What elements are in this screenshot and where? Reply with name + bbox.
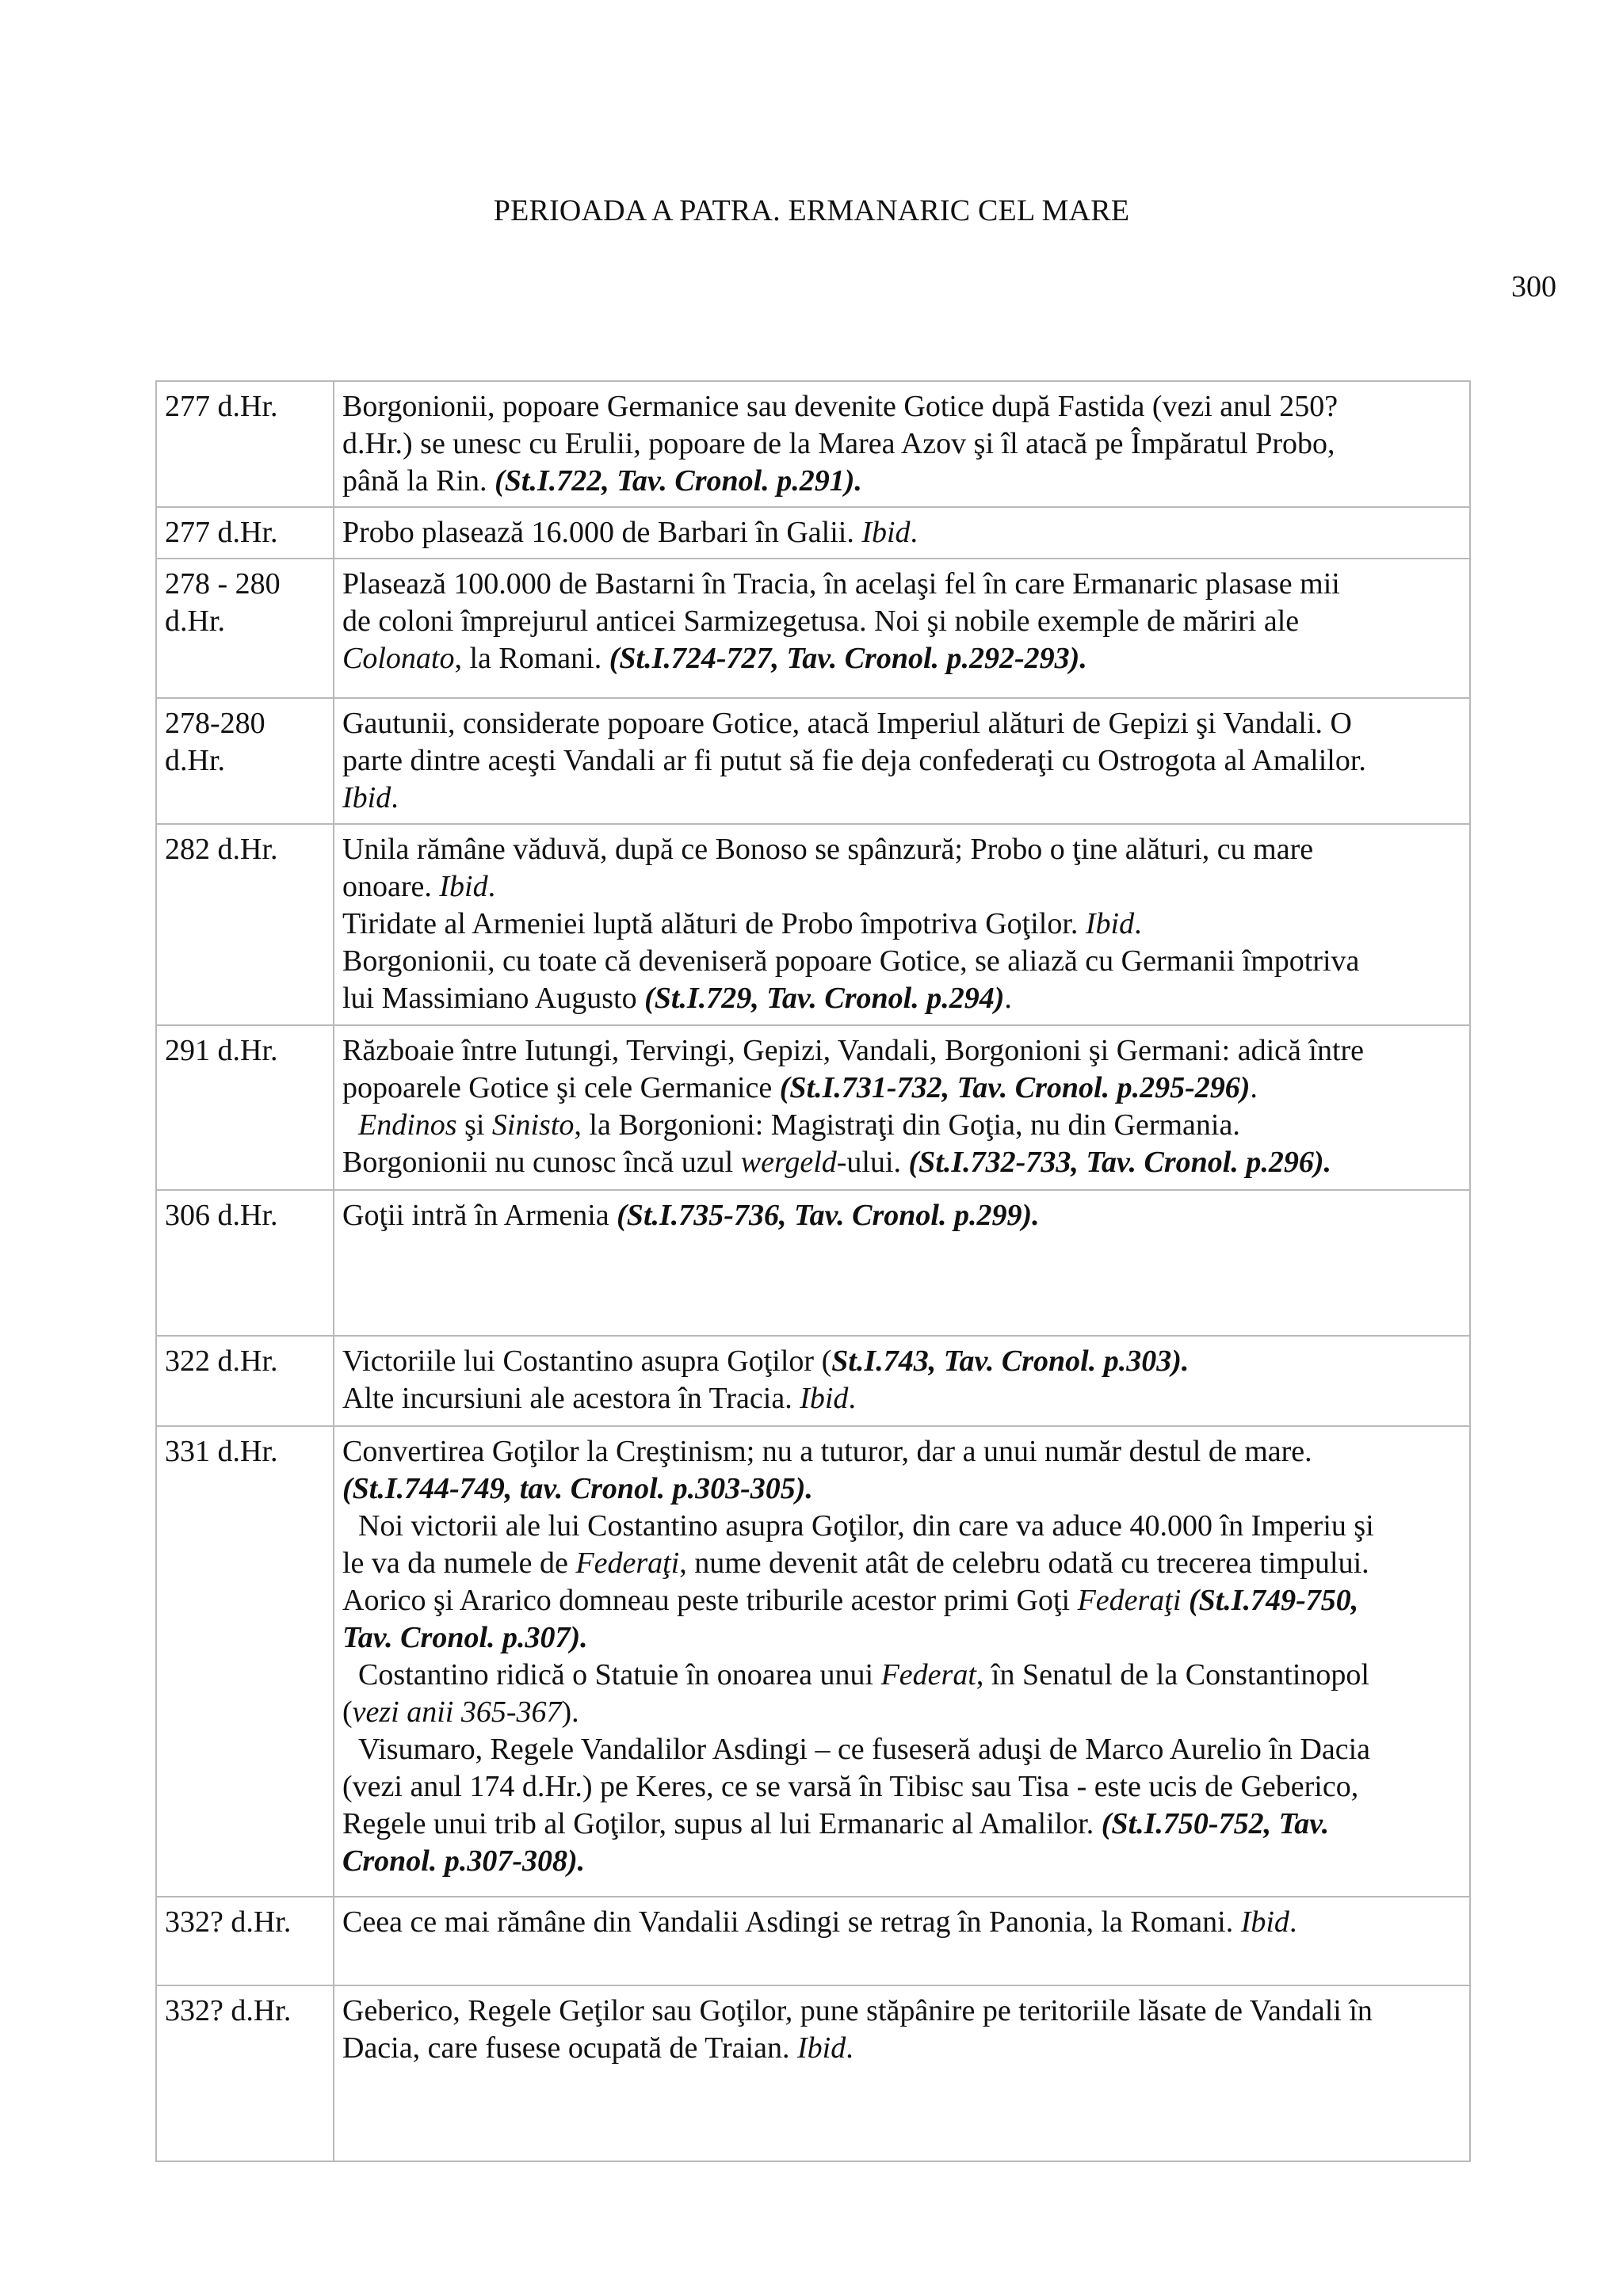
- table-row: [156, 1985, 1470, 2161]
- event-cell: [334, 1985, 1470, 2161]
- event-text: .: [910, 516, 918, 549]
- event-line: [342, 1433, 1461, 1470]
- event-line: [342, 1070, 1461, 1107]
- table-row: [156, 1025, 1470, 1190]
- event-text: Dacia, care fusese ocupată de Traian.: [342, 2031, 797, 2065]
- event-line: [342, 640, 1461, 677]
- date-cell: [156, 698, 334, 824]
- event-text: Alte incursiuni ale acestora în Tracia.: [342, 1382, 800, 1415]
- citation-text: St.I.743, Tav. Cronol. p.303).: [831, 1344, 1190, 1378]
- event-text: ).: [561, 1695, 579, 1729]
- event-line: [342, 566, 1461, 603]
- event-line: [342, 943, 1461, 980]
- date-line: d.Hr.: [165, 744, 225, 777]
- event-text: parte dintre aceşti Vandali ar fi putut să fie deja confederaţi cu Ostrogota al Amalilor.: [342, 744, 1366, 777]
- event-text: Probo plasează 16.000 de Barbari în Galii.: [342, 516, 862, 549]
- date-line: 278 - 280: [165, 567, 281, 601]
- table-row: [156, 381, 1470, 507]
- table-row: [156, 507, 1470, 559]
- italic-text: Federaţi: [575, 1547, 680, 1580]
- event-line: [342, 780, 1461, 817]
- table-row: [156, 1190, 1470, 1336]
- date-line: 306 d.Hr.: [165, 1199, 278, 1232]
- citation-text: (St.I.729, Tav. Cronol. p.294): [644, 982, 1005, 1015]
- italic-text: Federat: [880, 1658, 976, 1691]
- event-line: [342, 1032, 1461, 1070]
- citation-text: (St.I.732-733, Tav. Cronol. p.296).: [908, 1146, 1331, 1179]
- event-line: [342, 1470, 1461, 1508]
- table-row: [156, 824, 1470, 1025]
- event-text: Borgonionii nu cunosc încă uzul: [342, 1146, 741, 1179]
- event-text: .: [1289, 1905, 1297, 1939]
- event-line: [342, 1731, 1461, 1768]
- event-line: [342, 1993, 1461, 2030]
- date-cell: [156, 1426, 334, 1897]
- date-cell: [156, 1897, 334, 1985]
- italic-text: Ibid: [1240, 1905, 1289, 1939]
- event-cell: [334, 1336, 1470, 1426]
- event-line: [342, 603, 1461, 640]
- event-text: Borgonionii, cu toate că deveniseră popoare Gotice, se aliază cu Germanii împotriva: [342, 944, 1360, 978]
- event-cell: [334, 507, 1470, 559]
- event-line: [342, 1508, 1461, 1545]
- page-title: PERIOADA A PATRA. ERMANARIC CEL MARE: [493, 194, 1130, 227]
- italic-text: Ibid: [439, 870, 488, 903]
- event-text: d.Hr.) se unesc cu Erulii, popoare de la Marea Azov şi îl atacă pe Împăratul Probo,: [342, 427, 1335, 460]
- event-text: .: [487, 870, 496, 903]
- event-line: [342, 1619, 1461, 1657]
- event-line: [342, 1768, 1461, 1806]
- italic-text: vezi anii 365-367: [352, 1695, 562, 1729]
- event-line: [342, 388, 1461, 425]
- event-text: Gautunii, considerate popoare Gotice, atacă Imperiul alături de Gepizi şi Vandali. O: [342, 707, 1352, 740]
- event-line: [342, 1144, 1461, 1181]
- event-text: onoare.: [342, 870, 440, 903]
- event-cell: [334, 1190, 1470, 1336]
- date-cell: [156, 1985, 334, 2161]
- event-line: [342, 742, 1461, 780]
- table-row: [156, 1426, 1470, 1897]
- table-row: [156, 698, 1470, 824]
- event-text: , la Borgonioni: Magistraţi din Goţia, nu din Germania.: [574, 1108, 1240, 1142]
- event-line: [342, 514, 1461, 551]
- event-text: lui Massimiano Augusto: [342, 982, 645, 1015]
- event-text: Victoriile lui Costantino asupra Goţilor (: [342, 1344, 832, 1378]
- event-text: Noi victorii ale lui Costantino asupra Goţilor, din care va aduce 40.000 în Imperiu şi: [358, 1509, 1374, 1543]
- event-text: Unila rămâne văduvă, după ce Bonoso se spânzură; Probo o ţine alături, cu mare: [342, 833, 1314, 866]
- event-text: .: [1004, 982, 1012, 1015]
- event-line: [342, 980, 1461, 1017]
- event-text: , nume devenit atât de celebru odată cu trecerea timpului.: [679, 1547, 1369, 1580]
- italic-text: Ibid: [342, 781, 391, 814]
- event-text: (vezi anul 174 d.Hr.) pe Keres, ce se varsă în Tibisc sau Tisa - este ucis de Geberico,: [342, 1770, 1359, 1803]
- chronology-table: [155, 380, 1471, 2162]
- italic-text: wergeld: [740, 1146, 837, 1179]
- date-line: 332? d.Hr.: [165, 1994, 292, 2027]
- event-text: Războaie între Iutungi, Tervingi, Gepizi, Vandali, Borgonioni şi Germani: adică între: [342, 1034, 1365, 1067]
- citation-text: (St.I.744-749, tav. Cronol. p.303-305).: [342, 1472, 813, 1505]
- event-text: Goţii intră în Armenia: [342, 1199, 617, 1232]
- citation-text: (St.I.749-750,: [1188, 1584, 1359, 1617]
- event-text: .: [846, 2031, 854, 2065]
- event-text: Regele unui trib al Goţilor, supus al lui Ermanaric al Amalilor.: [342, 1807, 1102, 1840]
- date-cell: [156, 1025, 334, 1190]
- date-line: 331 d.Hr.: [165, 1435, 278, 1468]
- date-line: d.Hr.: [165, 605, 225, 638]
- date-cell: [156, 507, 334, 559]
- event-text: Visumaro, Regele Vandalilor Asdingi – ce fuseseră aduşi de Marco Aurelio în Dacia: [358, 1733, 1371, 1766]
- chronology-table-body: [156, 381, 1470, 2161]
- date-line: 277 d.Hr.: [165, 390, 278, 423]
- event-text: .: [1250, 1071, 1258, 1104]
- event-text: popoarele Gotice şi cele Germanice: [342, 1071, 780, 1104]
- date-line: 278-280: [165, 707, 265, 740]
- event-line: [342, 1197, 1461, 1234]
- citation-text: (St.I.724-727, Tav. Cronol. p.292-293).: [609, 642, 1087, 675]
- event-text: Convertirea Goţilor la Creştinism; nu a tuturor, dar a unui număr destul de mare.: [342, 1435, 1312, 1468]
- event-text: Tiridate al Armeniei luptă alături de Probo împotriva Goţilor.: [342, 907, 1086, 940]
- event-text: Ceea ce mai rămâne din Vandalii Asdingi se retrag în Panonia, la Romani.: [342, 1905, 1241, 1939]
- event-line: [342, 1343, 1461, 1380]
- event-text: Aorico şi Ararico domneau peste triburile acestor primi Goţi: [342, 1584, 1078, 1617]
- event-text: Borgonionii, popoare Germanice sau devenite Gotice după Fastida (vezi anul 250?: [342, 390, 1338, 423]
- event-line: [342, 1380, 1461, 1417]
- event-text: .: [1134, 907, 1142, 940]
- event-line: [342, 1582, 1461, 1619]
- event-text: .: [391, 781, 399, 814]
- date-cell: [156, 824, 334, 1025]
- event-line: [342, 1545, 1461, 1582]
- date-line: 332? d.Hr.: [165, 1905, 292, 1939]
- date-line: 322 d.Hr.: [165, 1344, 278, 1378]
- event-cell: [334, 1025, 1470, 1190]
- event-text: le va da numele de: [342, 1547, 576, 1580]
- event-text: , în Senatul de la Constantinopol: [976, 1658, 1369, 1691]
- event-line: [342, 1843, 1461, 1880]
- event-line: [342, 1806, 1461, 1843]
- italic-text: Endinos: [358, 1108, 457, 1142]
- date-cell: [156, 1336, 334, 1426]
- event-line: [342, 1107, 1461, 1144]
- event-line: [342, 2030, 1461, 2067]
- date-cell: [156, 559, 334, 698]
- table-row: [156, 1897, 1470, 1985]
- event-text: -ului.: [836, 1146, 909, 1179]
- italic-text: Ibid: [800, 1382, 849, 1415]
- citation-text: (St.I.731-732, Tav. Cronol. p.295-296): [779, 1071, 1251, 1104]
- event-text: .: [848, 1382, 856, 1415]
- date-cell: [156, 1190, 334, 1336]
- event-line: [342, 831, 1461, 868]
- event-line: [342, 1904, 1461, 1941]
- table-row: [156, 559, 1470, 698]
- date-line: 277 d.Hr.: [165, 516, 278, 549]
- event-line: [342, 705, 1461, 742]
- italic-text: Ibid: [861, 516, 911, 549]
- date-cell: [156, 381, 334, 507]
- event-cell: [334, 1897, 1470, 1985]
- italic-text: Colonato: [342, 642, 455, 675]
- citation-text: (St.I.750-752, Tav.: [1101, 1807, 1330, 1840]
- event-line: [342, 868, 1461, 906]
- event-line: [342, 1657, 1461, 1694]
- citation-text: (St.I.735-736, Tav. Cronol. p.299).: [617, 1199, 1040, 1232]
- event-text: (: [342, 1695, 353, 1729]
- date-line: 291 d.Hr.: [165, 1034, 278, 1067]
- event-text: [1181, 1584, 1189, 1617]
- event-text: Costantino ridică o Statuie în onoarea unui: [358, 1658, 881, 1691]
- event-text: de coloni împrejurul anticei Sarmizegetusa. Noi şi nobile exemple de măriri ale: [342, 605, 1300, 638]
- italic-text: Ibid: [796, 2031, 846, 2065]
- event-text: Geberico, Regele Geţilor sau Goţilor, pune stăpânire pe teritoriile lăsate de Vandali în: [342, 1994, 1373, 2027]
- event-text: până la Rin.: [342, 464, 495, 498]
- event-line: [342, 463, 1461, 500]
- citation-text: Cronol. p.307-308).: [342, 1844, 586, 1878]
- page-number: 300: [1511, 270, 1556, 303]
- italic-text: Sinisto: [491, 1108, 575, 1142]
- citation-text: (St.I.722, Tav. Cronol. p.291).: [495, 464, 862, 498]
- table-row: [156, 1336, 1470, 1426]
- event-cell: [334, 559, 1470, 698]
- event-text: Plasează 100.000 de Bastarni în Tracia, în acelaşi fel în care Ermanaric plasase mii: [342, 567, 1340, 601]
- event-line: [342, 906, 1461, 943]
- event-cell: [334, 381, 1470, 507]
- date-line: 282 d.Hr.: [165, 833, 278, 866]
- event-cell: [334, 1426, 1470, 1897]
- event-text: , la Romani.: [454, 642, 609, 675]
- event-cell: [334, 698, 1470, 824]
- event-text: şi: [456, 1108, 492, 1142]
- event-line: [342, 425, 1461, 463]
- event-cell: [334, 824, 1470, 1025]
- italic-text: Ibid: [1085, 907, 1135, 940]
- citation-text: Tav. Cronol. p.307).: [342, 1621, 588, 1654]
- italic-text: Federaţi: [1077, 1584, 1182, 1617]
- event-line: [342, 1694, 1461, 1731]
